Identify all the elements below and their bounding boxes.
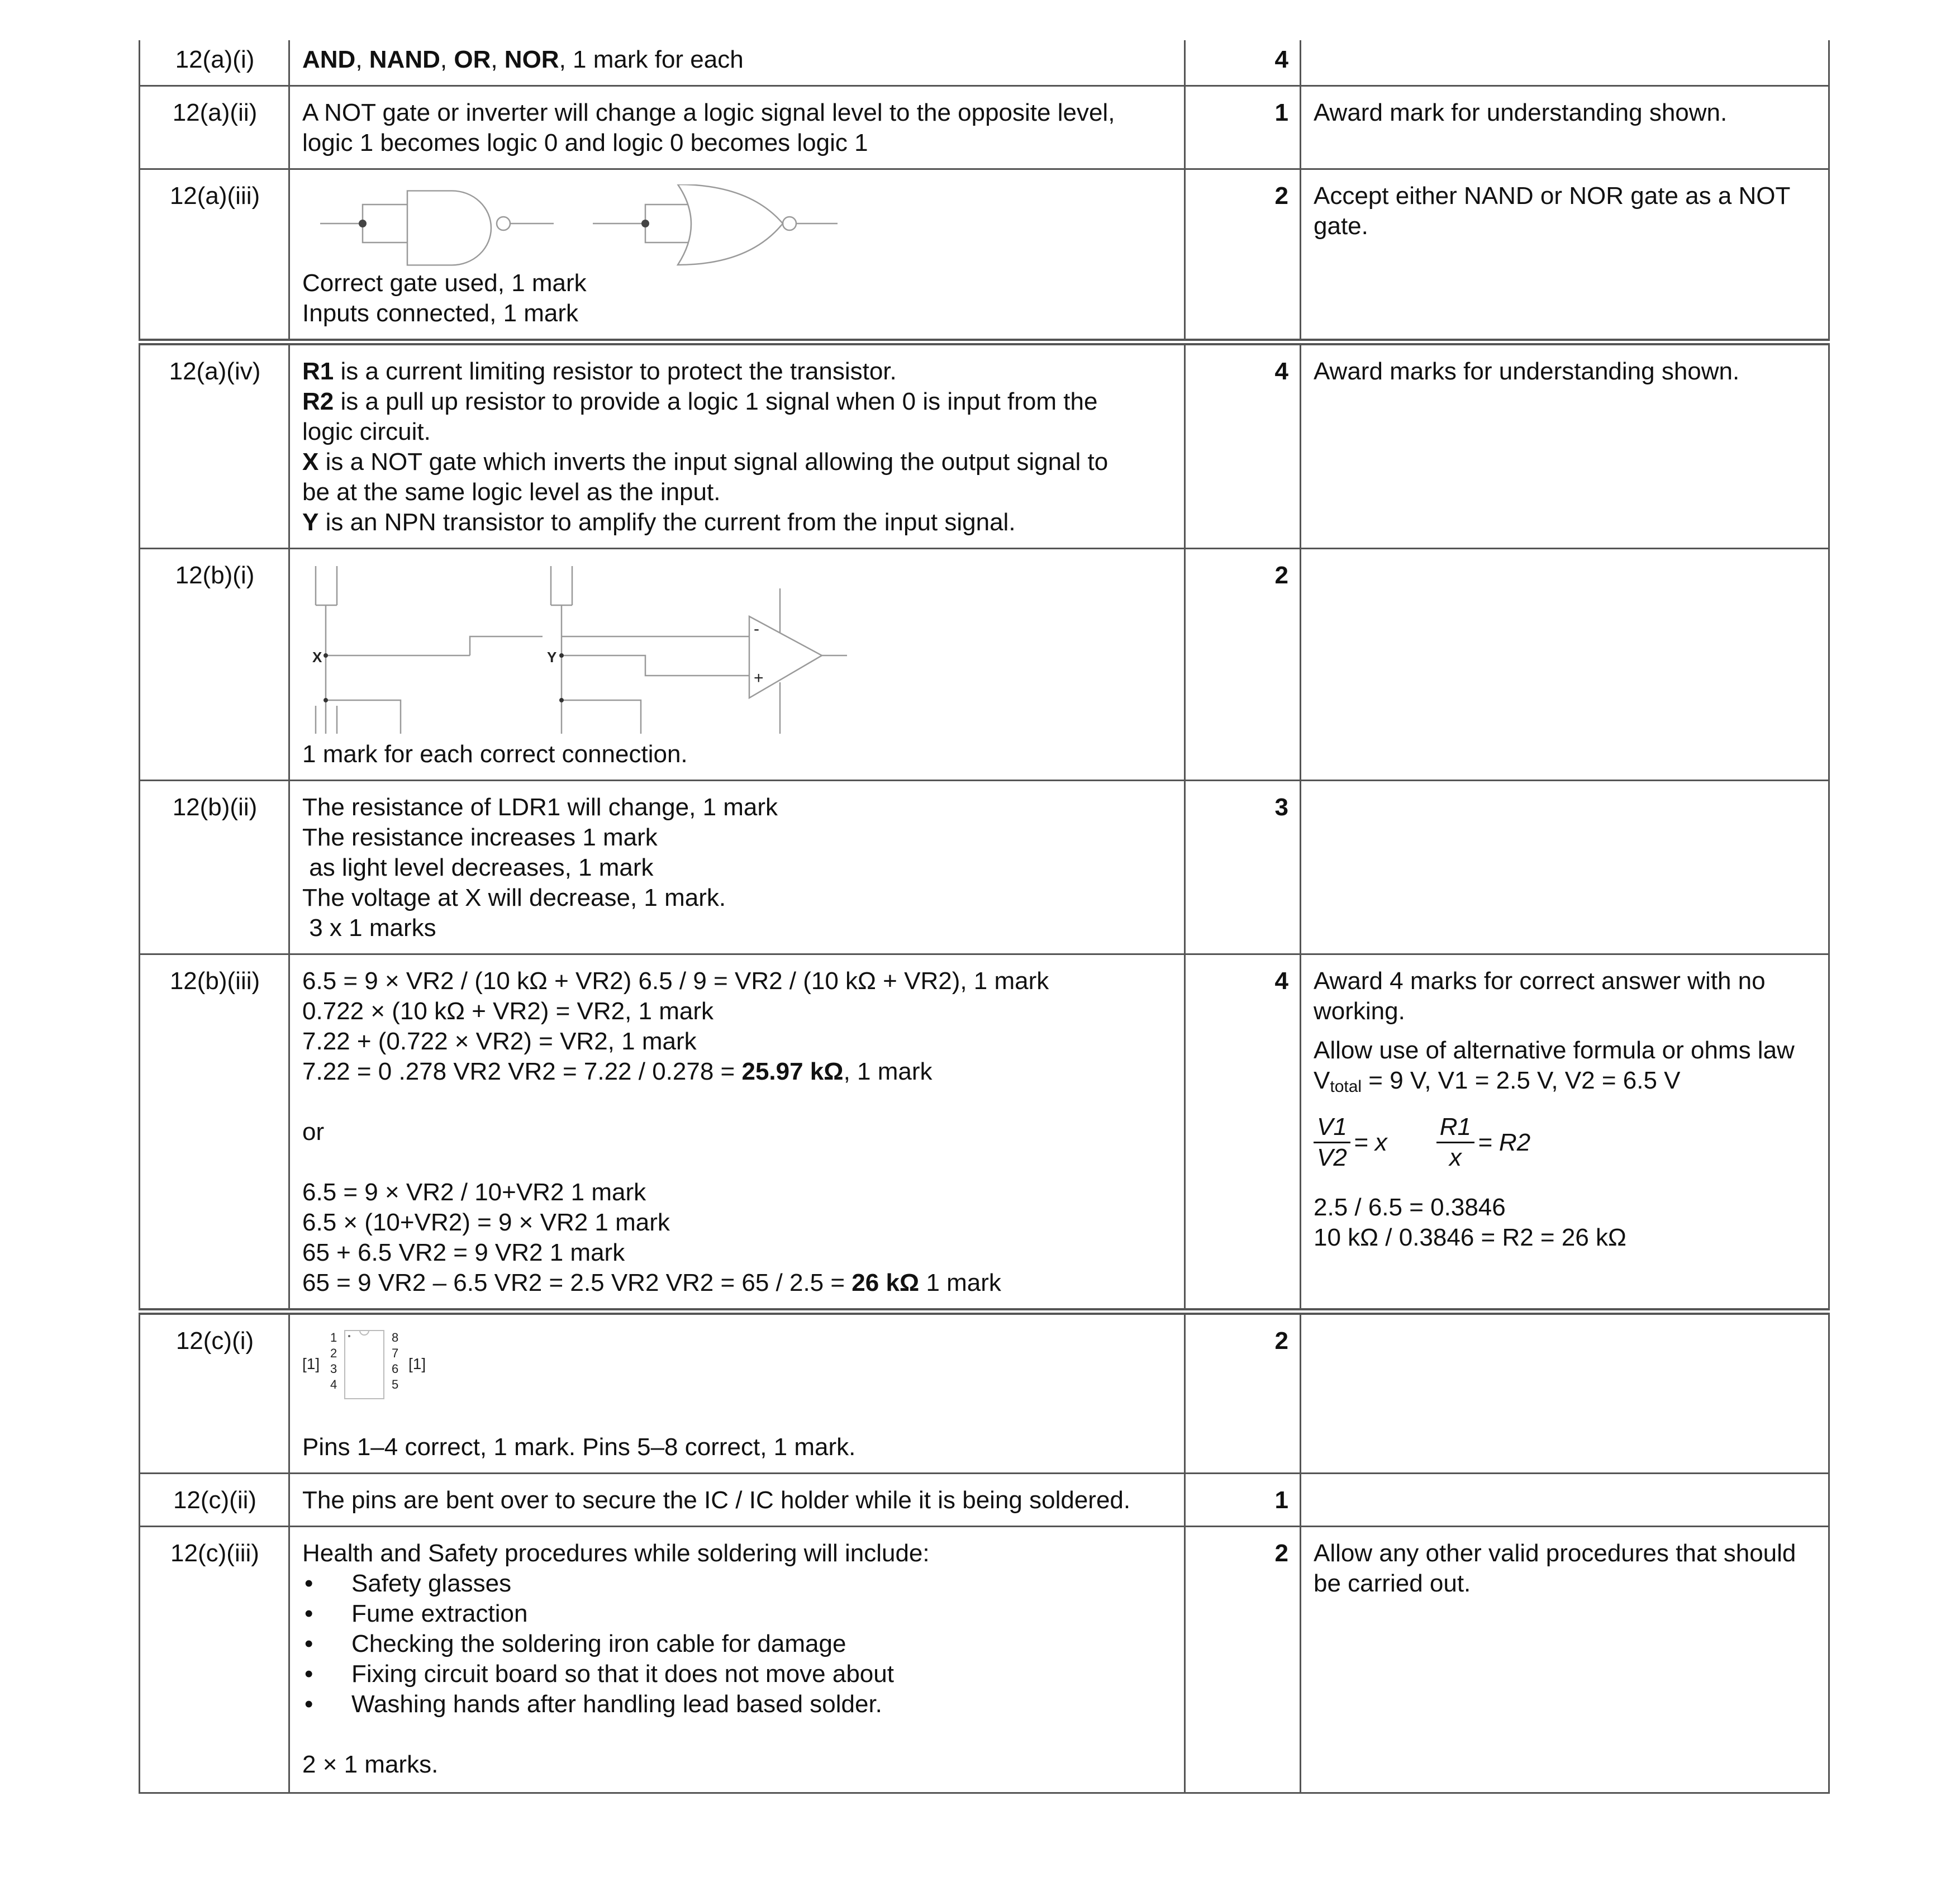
junction-dot bbox=[559, 698, 564, 702]
answer-line: Correct gate used, 1 mark bbox=[302, 269, 587, 297]
node-y-label: Y bbox=[547, 649, 557, 666]
nand-gate-icon bbox=[320, 191, 554, 265]
question-number: 12(c)(i) bbox=[140, 1312, 289, 1474]
question-number: 12(a)(i) bbox=[140, 40, 289, 86]
answer-line: The voltage at X will decrease, 1 mark. bbox=[302, 884, 726, 911]
list-item: • Fixing circuit board so that it does not move about bbox=[302, 1659, 1173, 1689]
marks-cell: 1 bbox=[1185, 1474, 1301, 1527]
guidance-cell: Award mark for understanding shown. bbox=[1301, 86, 1829, 169]
answer-cell bbox=[289, 40, 1185, 86]
answer-line: Health and Safety procedures while soldering will include: bbox=[302, 1540, 930, 1567]
question-number: 12(b)(iii) bbox=[140, 954, 289, 1312]
answer-line: be at the same logic level as the input. bbox=[302, 478, 721, 506]
question-number: 12(b)(ii) bbox=[140, 781, 289, 954]
right-mark: [1] bbox=[408, 1355, 426, 1372]
pin-label: 6 bbox=[392, 1362, 399, 1376]
ic-notch bbox=[360, 1331, 369, 1335]
question-number: 12(b)(i) bbox=[140, 549, 289, 781]
ic-pinout-diagram bbox=[302, 1326, 470, 1404]
answer-line: 6.5 = 9 × VR2 / 10+VR2 1 mark bbox=[302, 1179, 646, 1206]
pin-label: 4 bbox=[330, 1377, 337, 1391]
answer-line: The resistance of LDR1 will change, 1 mark bbox=[302, 794, 778, 821]
ic-body bbox=[345, 1331, 384, 1399]
guidance-cell: Accept either NAND or NOR gate as a NOT gate. bbox=[1301, 169, 1829, 343]
or-text: or bbox=[302, 1118, 325, 1146]
answer-line: 6.5 × (10+VR2) = 9 × VR2 1 mark bbox=[302, 1209, 670, 1236]
opamp-plus-label: + bbox=[754, 669, 764, 687]
guidance-cell bbox=[1301, 954, 1829, 1312]
answer-line: 65 + 6.5 VR2 = 9 VR2 1 mark bbox=[302, 1239, 625, 1266]
formula-row: $\frac{V1}{V2}$ = x $\frac{R1}{x}$ = R2 bbox=[1314, 1113, 1817, 1172]
marks-cell: 3 bbox=[1185, 781, 1301, 954]
answer-cell bbox=[289, 954, 1185, 1312]
answer-line: The pins are bent over to secure the IC / IC holder while it is being soldered. bbox=[302, 1486, 1131, 1514]
answer-line: 3 x 1 marks bbox=[302, 914, 436, 942]
marks-cell: 4 bbox=[1185, 342, 1301, 549]
answer-cell bbox=[289, 1312, 1185, 1474]
question-number: 12(c)(iii) bbox=[140, 1527, 289, 1793]
table-row bbox=[140, 954, 1829, 1312]
question-number: 12(c)(ii) bbox=[140, 1474, 289, 1527]
pin-label: 8 bbox=[392, 1331, 399, 1344]
marks-cell: 2 bbox=[1185, 169, 1301, 343]
question-number: 12(a)(iii) bbox=[140, 169, 289, 343]
answer-cell bbox=[289, 169, 1185, 343]
table-row bbox=[140, 169, 1829, 343]
answer-line: 0.722 × (10 kΩ + VR2) = VR2, 1 mark bbox=[302, 997, 714, 1025]
pin-label: 1 bbox=[330, 1331, 337, 1344]
table-row bbox=[140, 1527, 1829, 1793]
answer-line: 6.5 = 9 × VR2 / (10 kΩ + VR2) 6.5 / 9 = VR2 / (10 kΩ + VR2), 1 mark bbox=[302, 967, 1049, 995]
nand-nor-not-gates-diagram bbox=[302, 184, 861, 268]
guidance-cell: Allow any other valid procedures that should be carried out. bbox=[1301, 1527, 1829, 1793]
circuit-wires bbox=[316, 566, 847, 734]
answer-line: 7.22 = 0 .278 VR2 VR2 = 7.22 / 0.278 = 25.97 kΩ, 1 mark bbox=[302, 1058, 933, 1085]
pin1-dot bbox=[348, 1335, 350, 1337]
comparator-circuit-diagram bbox=[302, 566, 861, 734]
fraction-r1-x: $\frac{R1}{x}$ bbox=[1436, 1113, 1474, 1172]
answer-cell bbox=[289, 1474, 1185, 1527]
pin-label: 3 bbox=[330, 1362, 337, 1376]
answer-cell bbox=[289, 86, 1185, 169]
answer-line: A NOT gate or inverter will change a logic signal level to the opposite level, bbox=[302, 99, 1115, 126]
list-item: • Washing hands after handling lead based solder. bbox=[302, 1689, 1173, 1719]
answer-line: R2 is a pull up resistor to provide a logic 1 signal when 0 is input from the bbox=[302, 388, 1098, 415]
table-row bbox=[140, 1312, 1829, 1474]
marks-cell: 4 bbox=[1185, 954, 1301, 1312]
left-mark: [1] bbox=[302, 1355, 320, 1372]
answer-text: AND, NAND, OR, NOR, 1 mark for each bbox=[302, 46, 744, 73]
fraction-v1-v2: $\frac{V1}{V2}$ bbox=[1314, 1113, 1350, 1172]
guidance-cell bbox=[1301, 1474, 1829, 1527]
node-x bbox=[324, 653, 328, 658]
guidance-line: Award 4 marks for correct answer with no working. bbox=[1314, 967, 1772, 1025]
safety-bullet-list bbox=[302, 1569, 1173, 1719]
answer-line: as light level decreases, 1 mark bbox=[302, 854, 654, 881]
nor-gate-icon bbox=[593, 184, 838, 265]
table-row bbox=[140, 781, 1829, 954]
marks-cell: 2 bbox=[1185, 1312, 1301, 1474]
mark-scheme-table bbox=[139, 40, 1830, 1794]
answer-cell bbox=[289, 1527, 1185, 1793]
marks-cell: 1 bbox=[1185, 86, 1301, 169]
list-item: • Safety glasses bbox=[302, 1569, 1173, 1599]
node-x-label: X bbox=[312, 649, 322, 666]
junction-dot bbox=[641, 220, 649, 227]
answer-cell bbox=[289, 781, 1185, 954]
answer-line: logic circuit. bbox=[302, 418, 431, 445]
node-y bbox=[559, 653, 564, 658]
answer-line: logic 1 becomes logic 0 and logic 0 becomes logic 1 bbox=[302, 129, 868, 156]
list-item: • Checking the soldering iron cable for damage bbox=[302, 1629, 1173, 1659]
pin-label: 5 bbox=[392, 1377, 399, 1391]
guidance-cell bbox=[1301, 549, 1829, 781]
answer-cell bbox=[289, 549, 1185, 781]
marks-cell: 4 bbox=[1185, 40, 1301, 86]
table-row bbox=[140, 86, 1829, 169]
answer-line: X is a NOT gate which inverts the input signal allowing the output signal to bbox=[302, 448, 1109, 476]
answer-cell bbox=[289, 342, 1185, 549]
answer-line: Y is an NPN transistor to amplify the current from the input signal. bbox=[302, 509, 1016, 536]
junction-dot bbox=[324, 698, 328, 702]
answer-line: 1 mark for each correct connection. bbox=[302, 740, 688, 768]
guidance-cell bbox=[1301, 40, 1829, 86]
list-item: • Fume extraction bbox=[302, 1599, 1173, 1629]
answer-line: Pins 1–4 correct, 1 mark. Pins 5–8 correct, 1 mark. bbox=[302, 1433, 856, 1461]
answer-line: Inputs connected, 1 mark bbox=[302, 300, 579, 327]
opamp-minus-label: - bbox=[754, 620, 759, 638]
answer-line: 7.22 + (0.722 × VR2) = VR2, 1 mark bbox=[302, 1028, 697, 1055]
question-number: 12(a)(ii) bbox=[140, 86, 289, 169]
guidance-line: Allow use of alternative formula or ohms law bbox=[1314, 1037, 1795, 1064]
table-row bbox=[140, 40, 1829, 86]
marks-cell: 2 bbox=[1185, 1527, 1301, 1793]
answer-line: The resistance increases 1 mark bbox=[302, 824, 658, 851]
pin-label: 7 bbox=[392, 1346, 399, 1360]
guidance-line: $V_{total} = 9$ V, V1 = 2.5 V, V2 = 6.5 V bbox=[1314, 1067, 1681, 1096]
table-row bbox=[140, 1474, 1829, 1527]
question-number: 12(a)(iv) bbox=[140, 342, 289, 549]
marks-cell: 2 bbox=[1185, 549, 1301, 781]
answer-line: 65 = 9 VR2 – 6.5 VR2 = 2.5 VR2 VR2 = 65 / 2.5 = 26 kΩ 1 mark bbox=[302, 1269, 1001, 1296]
guidance-cell bbox=[1301, 781, 1829, 954]
guidance-cell bbox=[1301, 1312, 1829, 1474]
guidance-line: 10 kΩ / 0.3846 = R2 = 26 kΩ bbox=[1314, 1224, 1626, 1251]
junction-dot bbox=[359, 220, 367, 227]
guidance-cell: Award marks for understanding shown. bbox=[1301, 342, 1829, 549]
guidance-line: 2.5 / 6.5 = 0.3846 bbox=[1314, 1194, 1506, 1221]
answer-line: R1 is a current limiting resistor to protect the transistor. bbox=[302, 358, 897, 385]
answer-line: 2 × 1 marks. bbox=[302, 1751, 439, 1778]
table-row bbox=[140, 549, 1829, 781]
pin-label: 2 bbox=[330, 1346, 337, 1360]
table-row bbox=[140, 342, 1829, 549]
